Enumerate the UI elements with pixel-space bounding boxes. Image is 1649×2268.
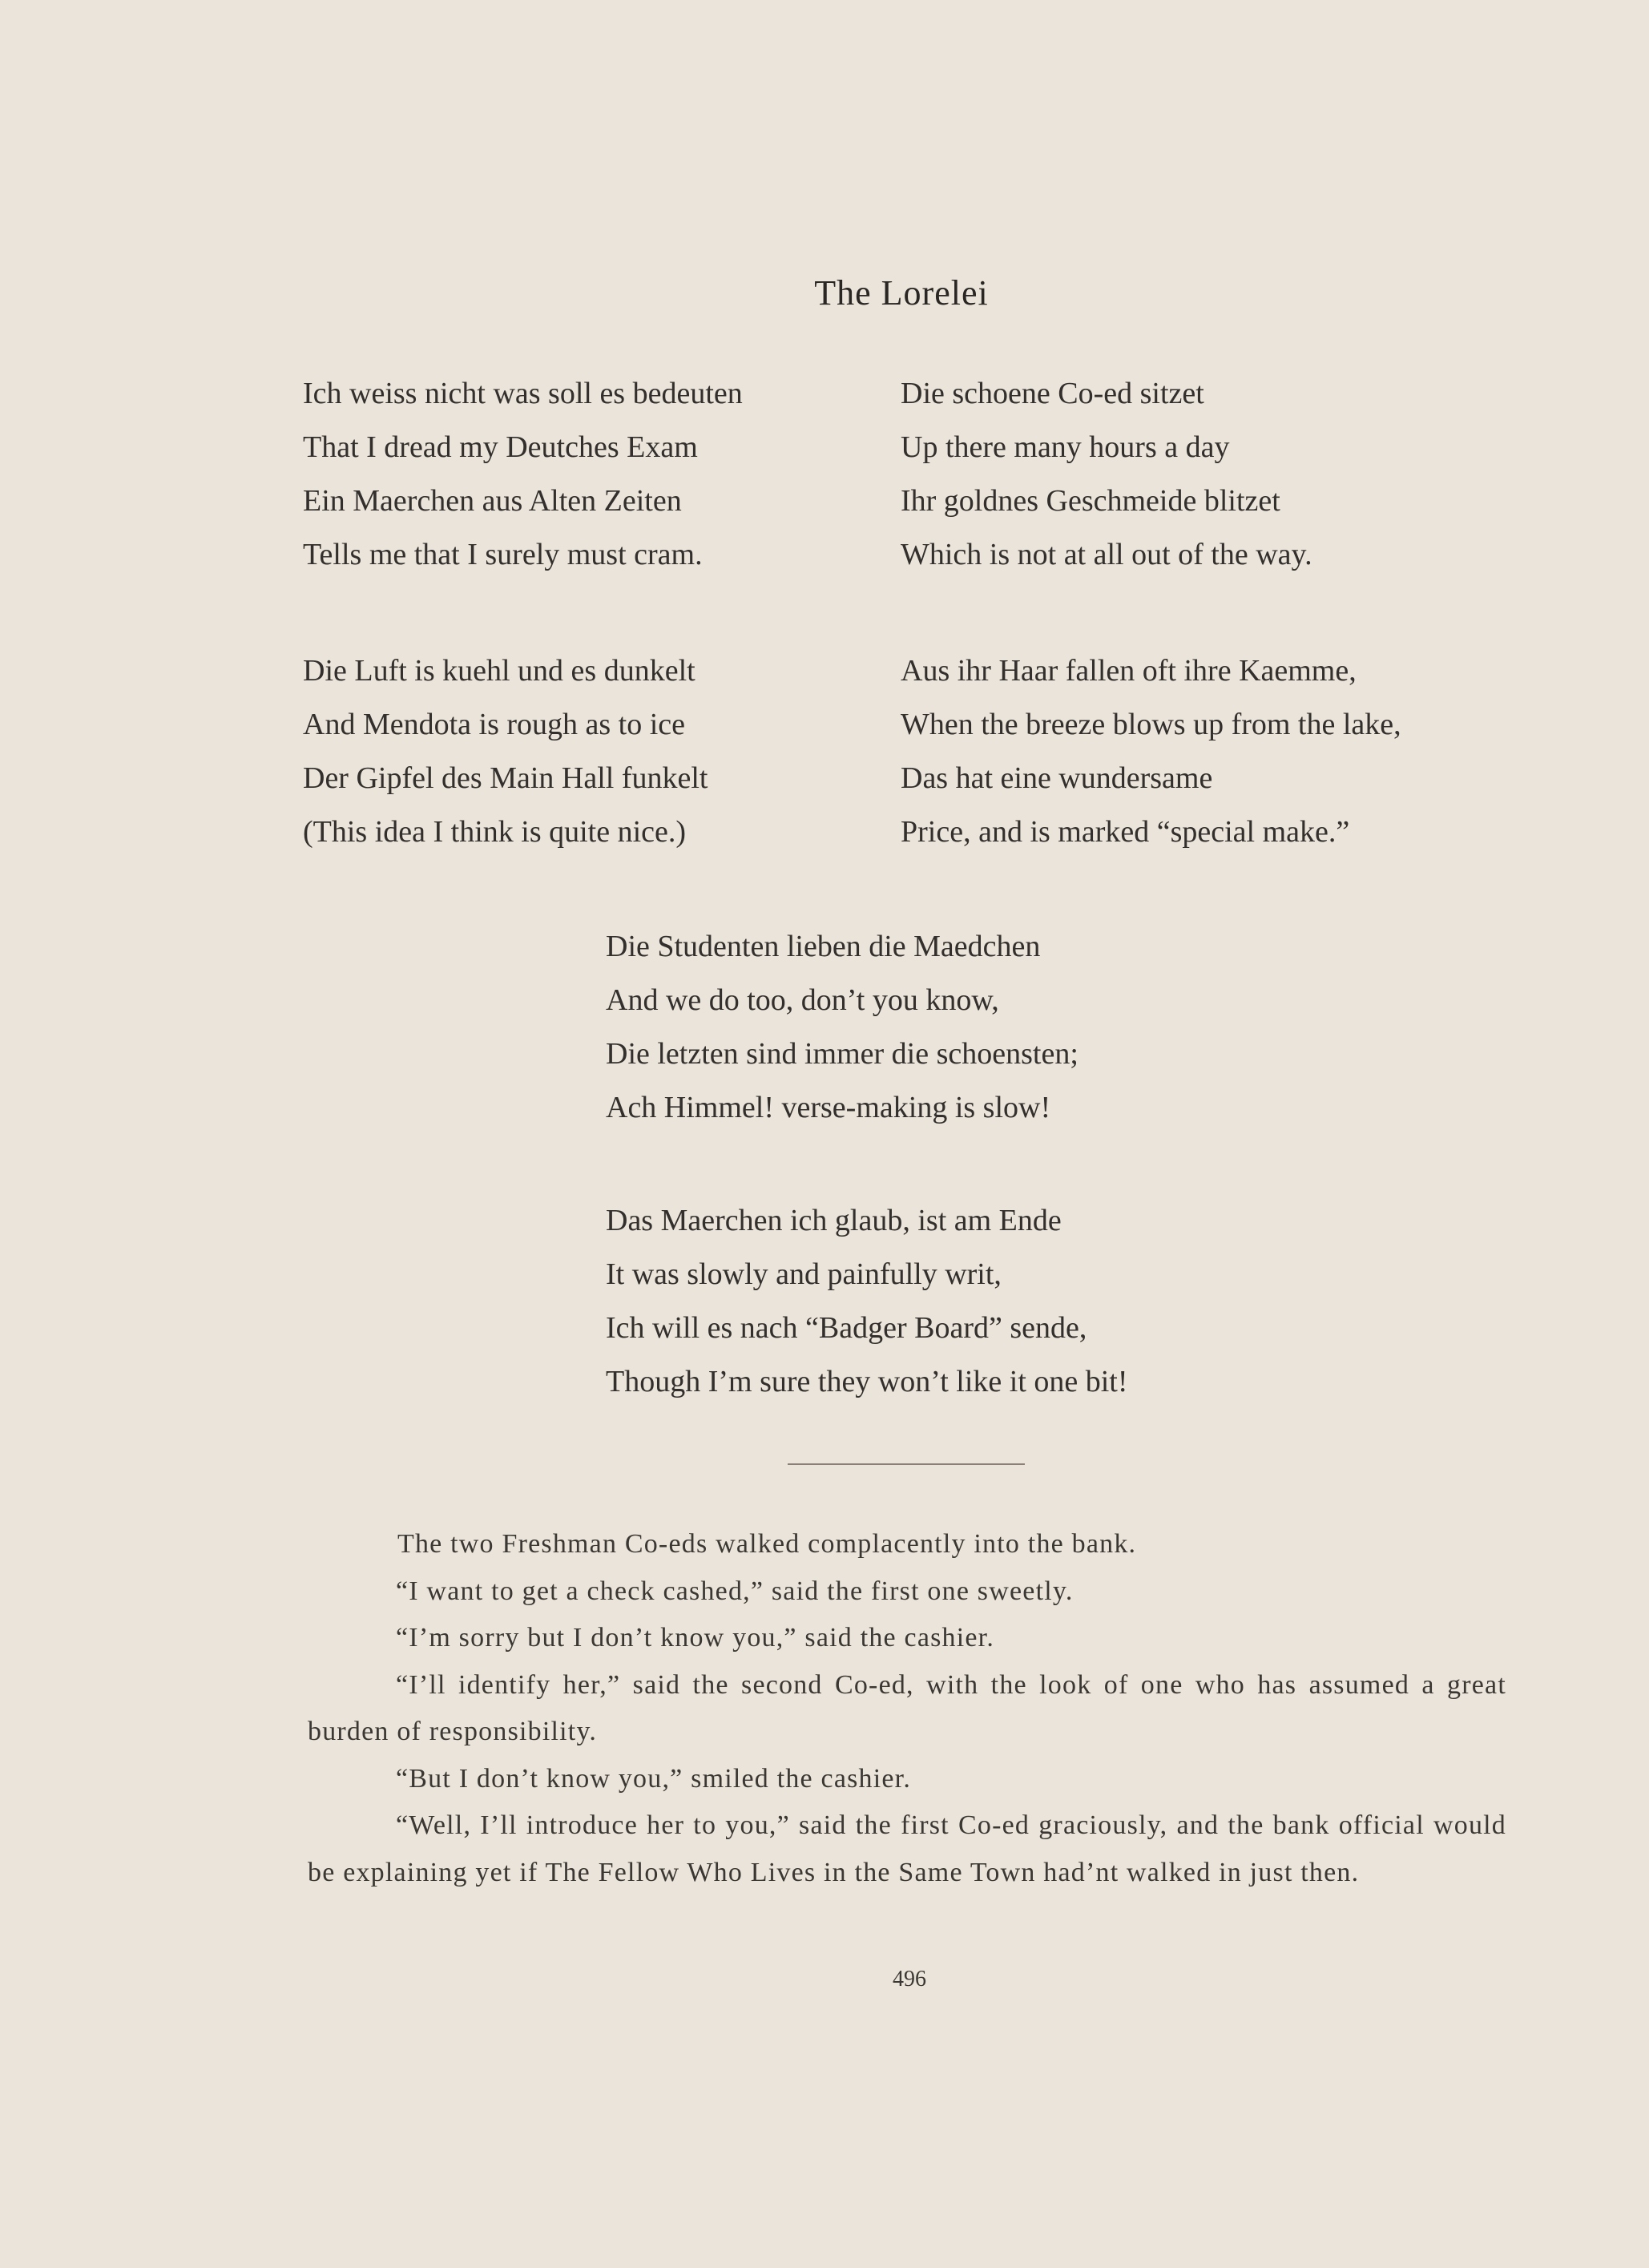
prose-paragraph: “Well, I’ll introduce her to you,” said the first Co-ed graciously, and the bank official would be explaining yet if The Fellow Who Lives in the Same Town had’nt walked in just then. — [308, 1810, 1506, 1887]
poem-line: Das Maerchen ich glaub, ist am Ende — [606, 1204, 1062, 1237]
poem-line: Aus ihr Haar fallen oft ihre Kaemme, — [901, 654, 1357, 688]
poem-line: (This idea I think is quite nice.) — [303, 815, 687, 849]
poem-line: Ich will es nach “Badger Board” sende, — [606, 1311, 1087, 1345]
poem-line: When the breeze blows up from the lake, — [901, 708, 1401, 741]
prose-paragraph: The two Freshman Co-eds walked complacently into the bank. — [397, 1529, 1137, 1559]
poem-line: Price, and is marked “special make.” — [901, 815, 1350, 849]
poem-line: Das hat eine wundersame — [901, 761, 1213, 795]
poem-stanza-2 — [901, 367, 1312, 582]
poem-line: Up there many hours a day — [901, 430, 1230, 464]
poem-line: Ein Maerchen aus Alten Zeiten — [303, 484, 682, 518]
prose-paragraph: “I want to get a check cashed,” said the first one sweetly. — [396, 1576, 1074, 1606]
poem-line: Der Gipfel des Main Hall funkelt — [303, 761, 708, 795]
section-divider — [788, 1463, 1025, 1465]
poem-line: Die schoene Co-ed sitzet — [901, 377, 1204, 410]
poem-line: That I dread my Deutches Exam — [303, 430, 698, 464]
poem-stanza-1 — [303, 367, 743, 582]
prose-paragraph: “But I don’t know you,” smiled the cashier. — [396, 1763, 912, 1794]
prose-paragraph: “I’ll identify her,” said the second Co-ed, with the look of one who has assumed a great burden of responsibility. — [308, 1669, 1506, 1746]
poem-line: Ach Himmel! verse-making is slow! — [606, 1091, 1051, 1124]
poem-line: Which is not at all out of the way. — [901, 538, 1312, 571]
poem-line: Tells me that I surely must cram. — [303, 538, 703, 571]
page-title: The Lorelei — [814, 273, 989, 313]
poem-stanza-5 — [606, 920, 1079, 1135]
page-number: 496 — [893, 1967, 926, 1992]
poem-line: Ihr goldnes Geschmeide blitzet — [901, 484, 1280, 518]
poem-line: Ich weiss nicht was soll es bedeuten — [303, 377, 743, 410]
anecdote — [308, 1521, 1506, 1896]
poem-line: Die Studenten lieben die Maedchen — [606, 930, 1041, 963]
poem-line: Die Luft is kuehl und es dunkelt — [303, 654, 695, 688]
poem-line: Die letzten sind immer die schoensten; — [606, 1037, 1079, 1071]
poem-stanza-6 — [606, 1194, 1128, 1409]
poem-line: And we do too, don’t you know, — [606, 983, 999, 1017]
poem-line: It was slowly and painfully writ, — [606, 1257, 1002, 1291]
prose-paragraph: “I’m sorry but I don’t know you,” said the cashier. — [396, 1623, 995, 1653]
poem-stanza-4 — [901, 644, 1401, 859]
poem-stanza-3 — [303, 644, 708, 859]
poem-line: And Mendota is rough as to ice — [303, 708, 686, 741]
poem-line: Though I’m sure they won’t like it one bit! — [606, 1365, 1128, 1398]
